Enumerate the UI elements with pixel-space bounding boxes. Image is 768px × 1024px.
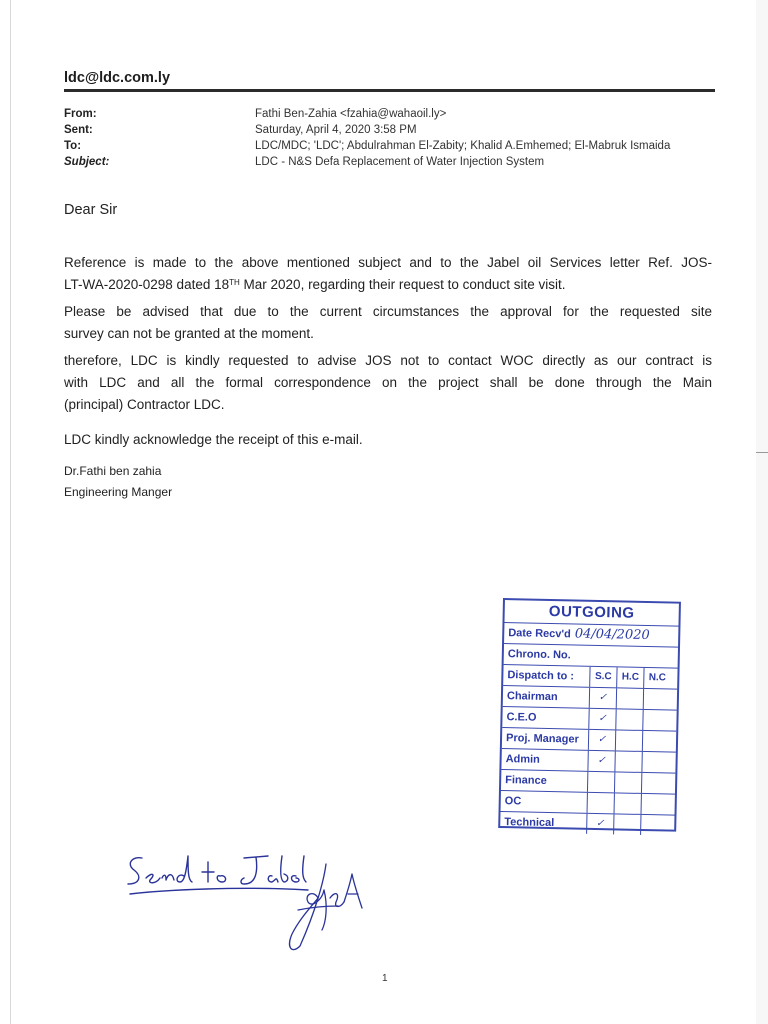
paragraph-line: (principal) Contractor LDC.: [64, 397, 225, 412]
stamp-check-mark: ✓: [588, 751, 615, 772]
paragraph-line: with LDC and all the formal correspondence on the project shall be done through the Main: [64, 375, 712, 390]
stamp-dispatch-label: Dispatch to :: [503, 665, 590, 687]
page-edge: [756, 0, 768, 1024]
stamp-check-mark: ✓: [589, 709, 616, 730]
stamp-check-cell: [588, 772, 615, 793]
paragraph-reference: [64, 252, 712, 296]
stamp-check-mark: ✓: [587, 814, 614, 835]
signature-title: Engineering Manger: [64, 485, 173, 499]
stamp-row-label: Finance: [501, 770, 588, 792]
to-label: To:: [64, 140, 82, 152]
page-edge-mark: [756, 452, 768, 453]
subject-value: LDC - N&S Defa Replacement of Water Injection System: [255, 156, 545, 168]
paragraph-line: LDC kindly acknowledge the receipt of this e-mail.: [64, 432, 363, 447]
salutation: Dear Sir: [64, 202, 118, 218]
stamp-row-label: C.E.O: [502, 707, 589, 729]
paragraph-line: Please be advised that due to the current circumstances the approval for the requested site: [64, 304, 712, 319]
paragraph-acknowledge: [64, 429, 712, 451]
signature-name: Dr.Fathi ben zahia: [64, 464, 162, 478]
sent-value: Saturday, April 4, 2020 3:58 PM: [255, 124, 417, 136]
from-value: Fathi Ben-Zahia <fzahia@wahaoil.ly>: [255, 108, 447, 120]
stamp-date-value: 04/04/2020: [574, 626, 650, 644]
stamp-column-header: S.C: [590, 667, 617, 688]
stamp-row-label: Proj. Manager: [502, 728, 589, 750]
text-fragment: Mar 2020, regarding their request to conduct site visit.: [239, 277, 566, 292]
subject-label: Subject:: [64, 156, 110, 168]
sender-email: ldc@ldc.com.ly: [64, 70, 171, 86]
stamp-row-label: Admin: [501, 749, 588, 771]
handwritten-signature: [278, 850, 368, 960]
stamp-check-mark: ✓: [589, 730, 616, 751]
to-value: LDC/MDC; 'LDC'; Abdulrahman El-Zabity; Khalid A.Emhemed; El-Mabruk Ismaida: [255, 140, 671, 152]
stamp-date-label: Date Recv'd: [508, 627, 571, 641]
stamp-check-cell: [588, 793, 615, 814]
paragraph-line: [64, 274, 712, 296]
paragraph-advice: [64, 301, 712, 345]
page-number: 1: [382, 973, 388, 984]
paragraph-line: therefore, LDC is kindly requested to advise JOS not to contact WOC directly as our contract is: [64, 353, 712, 368]
superscript: TH: [229, 278, 240, 287]
stamp-column-header: H.C: [617, 667, 644, 688]
stamp-row-label: Chairman: [503, 686, 590, 708]
page-edge: [10, 0, 11, 1024]
outgoing-stamp: [498, 598, 681, 832]
stamp-chrono-label: Chrono. No.: [507, 648, 571, 662]
stamp-column-header: N.C: [648, 672, 667, 684]
stamp-row-label: Technical: [500, 812, 587, 834]
paragraph-line: survey can not be granted at the moment.: [64, 326, 314, 341]
paragraph-line: Reference is made to the above mentioned subject and to the Jabel oil Services letter Ref. JOS-: [64, 255, 712, 270]
stamp-row: [500, 812, 674, 836]
stamp-check-mark: ✓: [590, 688, 617, 709]
stamp-title: OUTGOING: [504, 600, 678, 627]
header-divider: [64, 89, 715, 92]
paragraph-request: [64, 350, 712, 416]
sent-label: Sent:: [64, 124, 93, 136]
from-label: From:: [64, 108, 97, 120]
stamp-row-label: OC: [501, 791, 588, 813]
text-fragment: LT-WA-2020-0298 dated 18: [64, 277, 230, 292]
